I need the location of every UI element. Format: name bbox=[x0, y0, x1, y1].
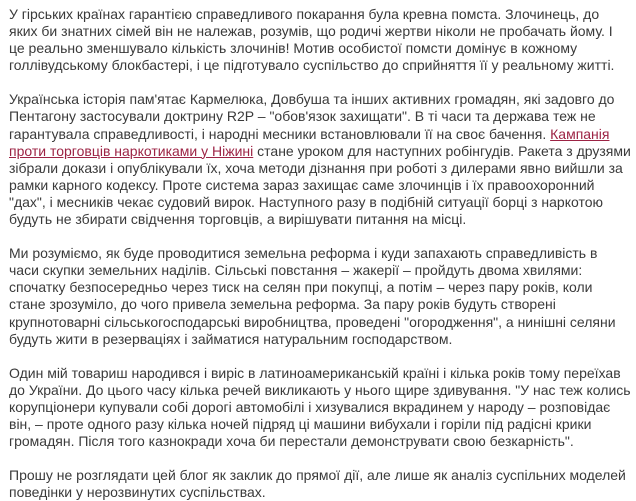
paragraph-5-text: Прошу не розглядати цей блог як заклик до прямої дії, але лише як аналіз суспільних моделей поведінки у нерозвинутих суспільствах. bbox=[9, 467, 626, 501]
paragraph-5 bbox=[9, 467, 631, 501]
paragraph-4 bbox=[9, 365, 631, 450]
article-body bbox=[9, 6, 631, 501]
paragraph-3 bbox=[9, 245, 631, 348]
paragraph-1-text: У гірських країнах гарантією справедливого покарання була кревна помста. Злочинець, до яких би знатних сімей він не належав, розумів, що родичі жертви ніколи не пробачать йому. І це реально зменшувало кількість злочинів! Мотив особистої помсти домінує в кожному голлівудському блокбастері, і це підготувало суспільство до сприйняття її у реальному житті. bbox=[9, 6, 615, 74]
paragraph-2-text-before: Українська історія пам'ятає Кармелюка, Довбуша та інших активних громадян, які задовго до Пентагону застосували доктрину R2P – "обов'язок захищати". В ті часи та держава теж не гарантувала справедливості, і народні месники встановлювали її на своє бачення. bbox=[9, 91, 615, 142]
paragraph-3-text: Ми розуміємо, як буде проводитися земельна реформа і куди запахають справедливість в часи скупки земельних наділів. Сільські повстання – жакерії – пройдуть двома хвилями: спочатку безпосередньо через тиск на селян при покупці, а потім – через пару років, коли стане зрозуміло, до чого привела земельна реформа. За пару років будуть створені крупнотоварні сільськогосподарські виробництва, проведені "огородження", а нинішні селяни будуть жити в резерваціях і займатися натуральним господарством. bbox=[9, 245, 616, 347]
campaign-nizhyn-link[interactable]: Кампанія проти торговців наркотиками у Ніжині bbox=[9, 125, 610, 159]
paragraph-1 bbox=[9, 6, 631, 74]
paragraph-2 bbox=[9, 91, 631, 228]
paragraph-2-text-after: стане уроком для наступних робінгудів. Ракета з друзями зібрали докази і опублікували їх, хоча методи дізнання при роботі з дилерами явно вийшли за рамки карного кодексу. Проте система зараз захищає саме злочинців і їх правоохоронний "дах", і месників чекає судовий вирок. Наступного разу в подібній ситуації борці з наркотою будуть не збирати свідчення торговців, а вирішувати питання на місці. bbox=[9, 142, 631, 228]
paragraph-4-text: Один мій товариш народився і виріс в латиноамериканській країні і кілька років тому переїхав до України. До цього часу кілька речей викликають у нього щире здивування. "У нас теж колись корупціонери купували собі дорогі автомобілі і хизувалися вкрадинем у народу – розповідає він, – проте одного разу кілька ночей підряд ці машини вибухали і горіли під радісні крики громадян. Після того казнокради хоча би перестали демонструвати свою безкарність". bbox=[9, 364, 631, 450]
